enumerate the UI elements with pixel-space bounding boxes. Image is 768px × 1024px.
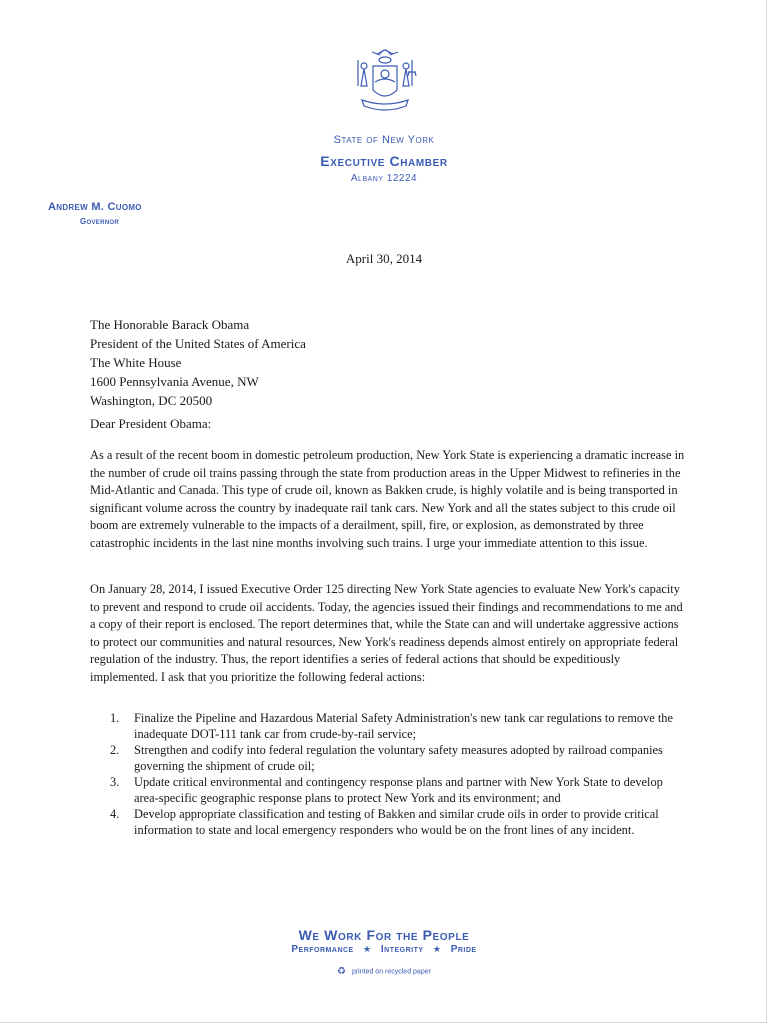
list-item: [100, 710, 686, 742]
list-item-text: Develop appropriate classification and testing of Bakken and similar crude oils in order to provide critical information to state and local emergency responders who would be on the front lines of any incident.: [134, 807, 659, 837]
recipient-address: [90, 315, 306, 410]
recipient-line: The Honorable Barack Obama: [90, 317, 250, 332]
list-item-number: 2.: [110, 743, 120, 757]
list-item: [100, 742, 686, 774]
body-paragraph: As a result of the recent boom in domestic petroleum production, New York State is experiencing a dramatic increase in the number of crude oil trains passing through the state from production areas in the Upper Midwest to refineries in the Mid-Atlantic and Canada. This type of crude oil, known as Bakken crude, is highly volatile and is being transported in significant volume across the country by inadequate rail tank cars. New York and all the states subject to this crude oil boom are extremely vulnerable to the impacts of a derailment, spill, fire, or explosion, as demonstrated by three catastrophic incidents in the last nine months involving such trains. I urge your immediate attention to this issue.: [90, 448, 685, 550]
footer-values: [0, 944, 768, 955]
recycled-note: [0, 966, 768, 977]
list-item: [100, 774, 686, 806]
letterhead-state: State of New York: [333, 134, 435, 146]
footer-value: Pride: [450, 944, 477, 955]
list-item-number: 4.: [110, 807, 120, 821]
recipient-line: The White House: [90, 355, 182, 370]
star-icon: ★: [432, 944, 442, 954]
letterhead-city: Albany 12224: [350, 173, 418, 184]
governor-title: Governor: [80, 217, 119, 226]
ny-state-seal-icon: [344, 42, 426, 124]
recipient-line: President of the United States of America: [90, 336, 306, 351]
letter-date: April 30, 2014: [345, 251, 423, 266]
body-paragraph: On January 28, 2014, I issued Executive Order 125 directing New York State agencies to evaluate New York's capacity to prevent and respond to crude oil accidents. Today, the agencies issued their findings and recommendations to me and a copy of their report is enclosed. The report determines that, while the State can and will undertake aggressive actions to protect our communities and natural resources, New York's readiness depends almost entirely on appropriate federal regulation of the industry. Thus, the report identifies a series of federal actions that should be expeditiously implemented. I ask that you prioritize the following federal actions:: [90, 582, 683, 684]
recycle-icon: ♻: [337, 966, 346, 977]
star-icon: ★: [363, 944, 372, 954]
recipient-line: 1600 Pennsylvania Avenue, NW: [90, 374, 259, 389]
list-item-text: Update critical environmental and contingency response plans and partner with New York State to develop area-specific geographic response plans to protect New York and its environment; and: [134, 775, 663, 805]
letterhead-chamber: Executive Chamber: [320, 153, 448, 169]
list-item-text: Strengthen and codify into federal regulation the voluntary safety measures adopted by railroad companies governing the shipment of crude oil;: [134, 743, 663, 773]
footer-value: Integrity: [380, 944, 424, 955]
footer-motto: We Work For the People: [298, 927, 470, 943]
recycled-text: printed on recycled paper: [351, 968, 431, 976]
recipient-line: Washington, DC 20500: [90, 393, 213, 408]
list-item: [100, 806, 686, 838]
list-item-number: 1.: [110, 711, 120, 725]
salutation: Dear President Obama:: [90, 416, 212, 431]
list-item-text: Finalize the Pipeline and Hazardous Material Safety Administration's new tank car regulations to remove the inadequate DOT-111 tank car from crude-by-rail service;: [134, 711, 674, 741]
governor-name: Andrew M. Cuomo: [48, 201, 142, 213]
footer-value: Performance: [291, 944, 354, 955]
federal-actions-list: [100, 710, 686, 838]
list-item-number: 3.: [110, 775, 120, 789]
